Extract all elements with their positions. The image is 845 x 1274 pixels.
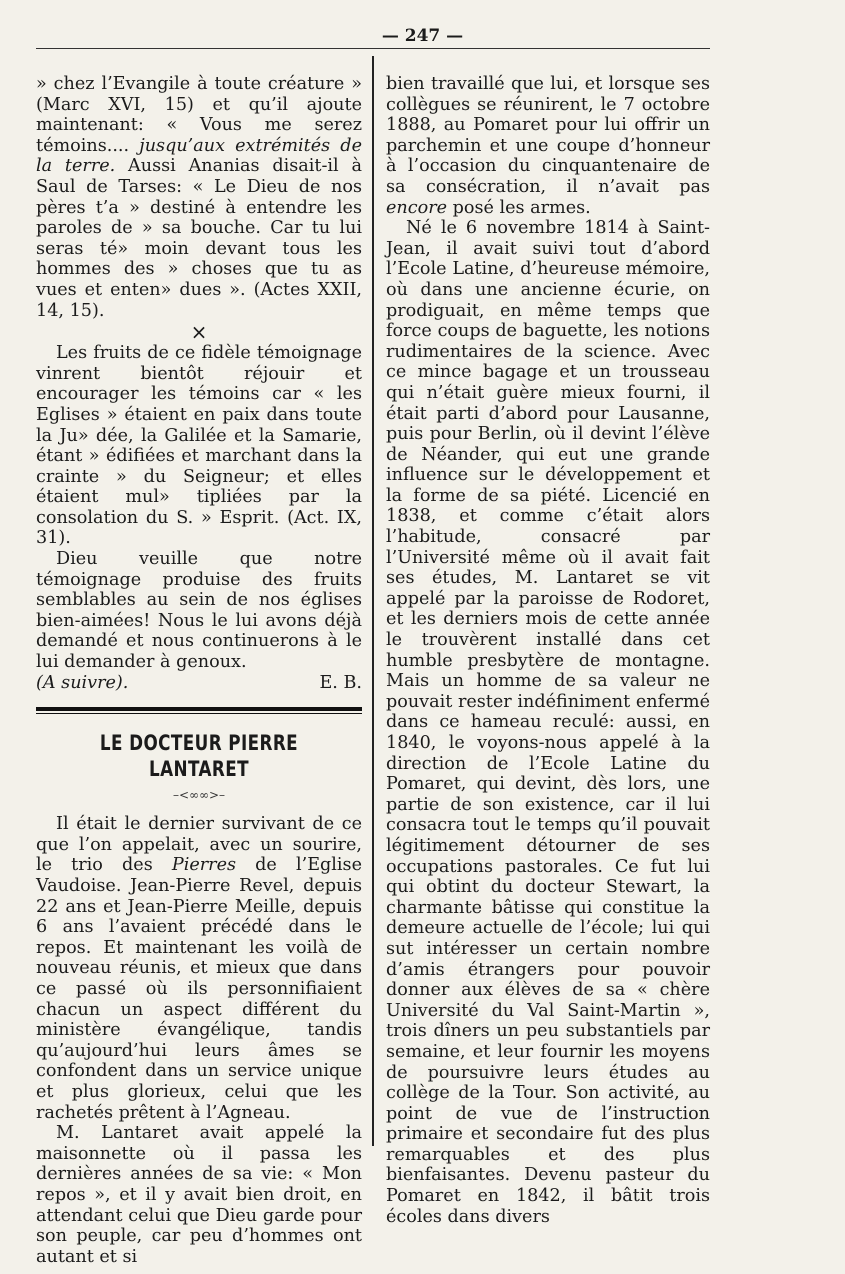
section-rule [36,707,362,714]
left-p4-rest: de l’Eglise Vaudoise. Jean-Pierre Revel, depuis 22 ans et Jean-Pierre Meille, depuis 6 ans l’avaient précédé dans le repos. Et maintenant les voilà de nouveau réunis, et mieux que dans ce passé où ils personnifiaient chacun un aspect différent du ministère évangélique, tandis qu’aujourd’hui leurs âmes se confondent dans un service unique et plus glorieux, celui que les rachetés prêtent à l’Agneau. [36,855,362,1123]
right-paragraph-2: Né le 6 novembre 1814 à Saint-Jean, il avait suivi tout d’abord l’Ecole Latine, d’heureuse mémoire, où dans une ancienne écurie, on prodiguait, en même temps que force coups de baguette, les notions rudimentaires de la science. Avec ce mince bagage et un trousseau qui n’était guère mieux fourni, il était parti d’abord pour Lausanne, puis pour Berlin, où il devint l’élève de Néander, qui eut une grande influence sur le développement et la forme de sa piété. Licencié en 1838, et comme c’était alors l’habitude, consacré par l’Université même où il avait fait ses études, M. Lantaret se vit appelé par la paroisse de Rodoret, et les derniers mois de cette année le trouvèrent installé dans cet humble presbytère de montagne. Mais un homme de sa valeur ne pouvait rester indéfiniment enfermé dans ce hameau reculé: aussi, en 1840, le voyons-nous appelé à la direction de l’Ecole Latine du Pomaret, qui devint, dès lors, une partie de son existence, car il lui consacra tout le temps qu’il pouvait légitimement détourner de ses occupations pastorales. Ce fut lui qui obtint du docteur Stewart, la charmante bâtisse qui constitue la demeure actuelle de l’école; lui qui sut intéresser un certain nombre d’amis étrangers pour pouvoir donner aux élèves de sa « chère Université du Val Saint-Martin », trois dîners un peu substantiels par semaine, et leur fournir les moyens de poursuivre leurs études au collège de la Tour. Son activité, au point de vue de l’instruction primaire et secondaire fut des plus remarquables et des plus bienfaisantes. Devenu pasteur du Pomaret en 1842, il bâtit trois écoles dans divers [386,218,710,1227]
signature-row [36,673,362,694]
left-paragraph-2: Les fruits de ce fidèle témoignage vinrent bientôt réjouir et encourager les témoins car « les Eglises » étaient en paix dans toute la Ju» dée, la Galilée et la Samarie, étant » édifiées et marchant dans la crainte » du Seigneur; et elles étaient mul» tipliées par la consolation du S. » Esprit. (Act. IX, 31). [36,343,362,549]
left-p4-emphasis: Pierres [171,855,237,876]
right-paragraph-1 [386,74,710,218]
left-paragraph-5: M. Lantaret avait appelé la maisonnette où il passa les dernières années de sa vie: « Mon repos », et il y avait bien droit, en attendant celui que Dieu garde pour son peuple, car peu d’hommes ont autant et si [36,1123,362,1267]
left-paragraph-3: Dieu veuille que notre témoignage produise des fruits semblables au sein de nos églises bien-aimées! Nous le lui avons déjà demandé et nous continuerons à le lui demander à genoux. [36,549,362,673]
column-divider [372,56,374,1146]
left-p1-rest: Aussi Ananias disait-il à Saul de Tarses: « Le Dieu de nos pères t’a » destiné à entendre les paroles de » sa bouche. Car tu lui seras té» moin devant tous les hommes des » choses que tu as vues et enten» dues ». (Actes XXII, 14, 15). [36,156,362,321]
page-number: — 247 — [381,26,464,46]
right-p1-rest: posé les armes. [447,197,591,218]
left-p1-text: » chez l’Evangile à toute créature » (Marc XVI, 15) et qu’il ajoute maintenant: « Vous me serez témoins.... [36,74,362,156]
right-column [386,74,710,1227]
left-paragraph-4 [36,814,362,1123]
author-initials: E. B. [319,672,362,693]
left-p1-emphasis: jusqu’aux extrémités de la terre. [36,135,362,177]
left-column [36,74,362,1267]
to-be-continued: (A suivre). [36,672,129,693]
right-p1-text: bien travaillé que lui, et lorsque ses collègues se réunirent, le 7 octobre 1888, au Pomaret pour lui offrir un parchemin et une coupe d’honneur à l’occasion du cinquantenaire de sa consécration, il n’avait pas [386,74,710,197]
left-paragraph-1 [36,74,362,321]
cross-separator: × [190,320,208,345]
header-rule [36,48,710,49]
left-p4-text: Il était le dernier survivant de ce que l’on appelait, avec un sourire, le trio des [36,814,362,876]
ornament: –<∞∞>– [172,788,226,803]
article-title: LE DOCTEUR PIERRE LANTARET [99,731,299,782]
right-p1-emphasis: encore [386,197,448,218]
